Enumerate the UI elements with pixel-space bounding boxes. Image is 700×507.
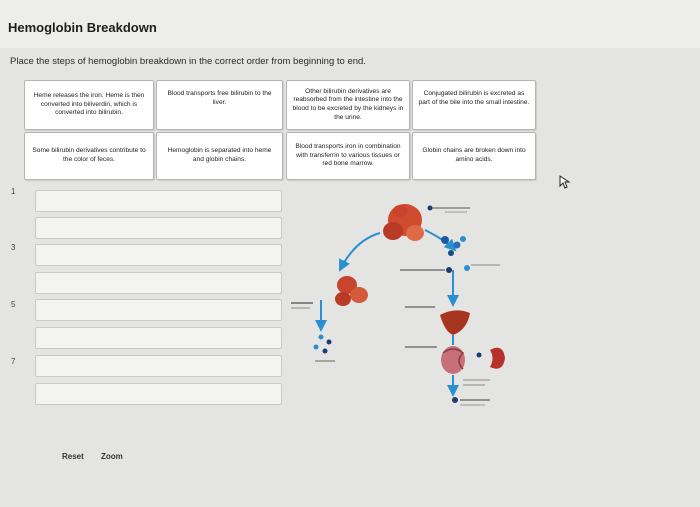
hemoglobin-breakdown-diagram [285, 195, 535, 420]
pointer-cursor-icon [559, 175, 571, 189]
slot-number: 1 [11, 187, 16, 196]
answer-slot[interactable] [35, 327, 282, 349]
answer-slot[interactable] [35, 355, 282, 377]
instructions: Place the steps of hemoglobin breakdown in the correct order from beginning to end. [10, 56, 366, 67]
step-card[interactable]: Blood transports free bilirubin to the liver. [156, 80, 283, 130]
answer-slot[interactable] [35, 190, 282, 212]
answer-slot[interactable] [35, 244, 282, 266]
step-card[interactable]: Heme releases the iron. Heme is then converted into biliverdin, which is converted into bilirubin. [24, 80, 154, 130]
answer-slot[interactable] [35, 272, 282, 294]
answer-slot[interactable] [35, 383, 282, 405]
slot-number: 3 [11, 243, 16, 252]
answer-slot[interactable] [35, 299, 282, 321]
reset-button[interactable]: Reset [62, 452, 84, 461]
step-card[interactable]: Other bilirubin derivatives are reabsorbed from the intestine into the blood to be excreted by the kidneys in the urine. [286, 80, 410, 130]
step-card[interactable]: Conjugated bilirubin is excreted as part of the bile into the small intestine. [412, 80, 536, 130]
answer-slot[interactable] [35, 217, 282, 239]
zoom-button[interactable]: Zoom [101, 452, 123, 461]
slot-number: 5 [11, 300, 16, 309]
step-card[interactable]: Blood transports iron in combination with transferrin to various tissues or red bone marrow. [286, 132, 410, 180]
step-card[interactable]: Hemoglobin is separated into heme and globin chains. [156, 132, 283, 180]
page-title: Hemoglobin Breakdown [8, 20, 157, 35]
step-card[interactable]: Some bilirubin derivatives contribute to the color of feces. [24, 132, 154, 180]
red-blood-cells-illustration [383, 204, 424, 241]
step-card[interactable]: Globin chains are broken down into amino acids. [412, 132, 536, 180]
slot-number: 7 [11, 357, 16, 366]
